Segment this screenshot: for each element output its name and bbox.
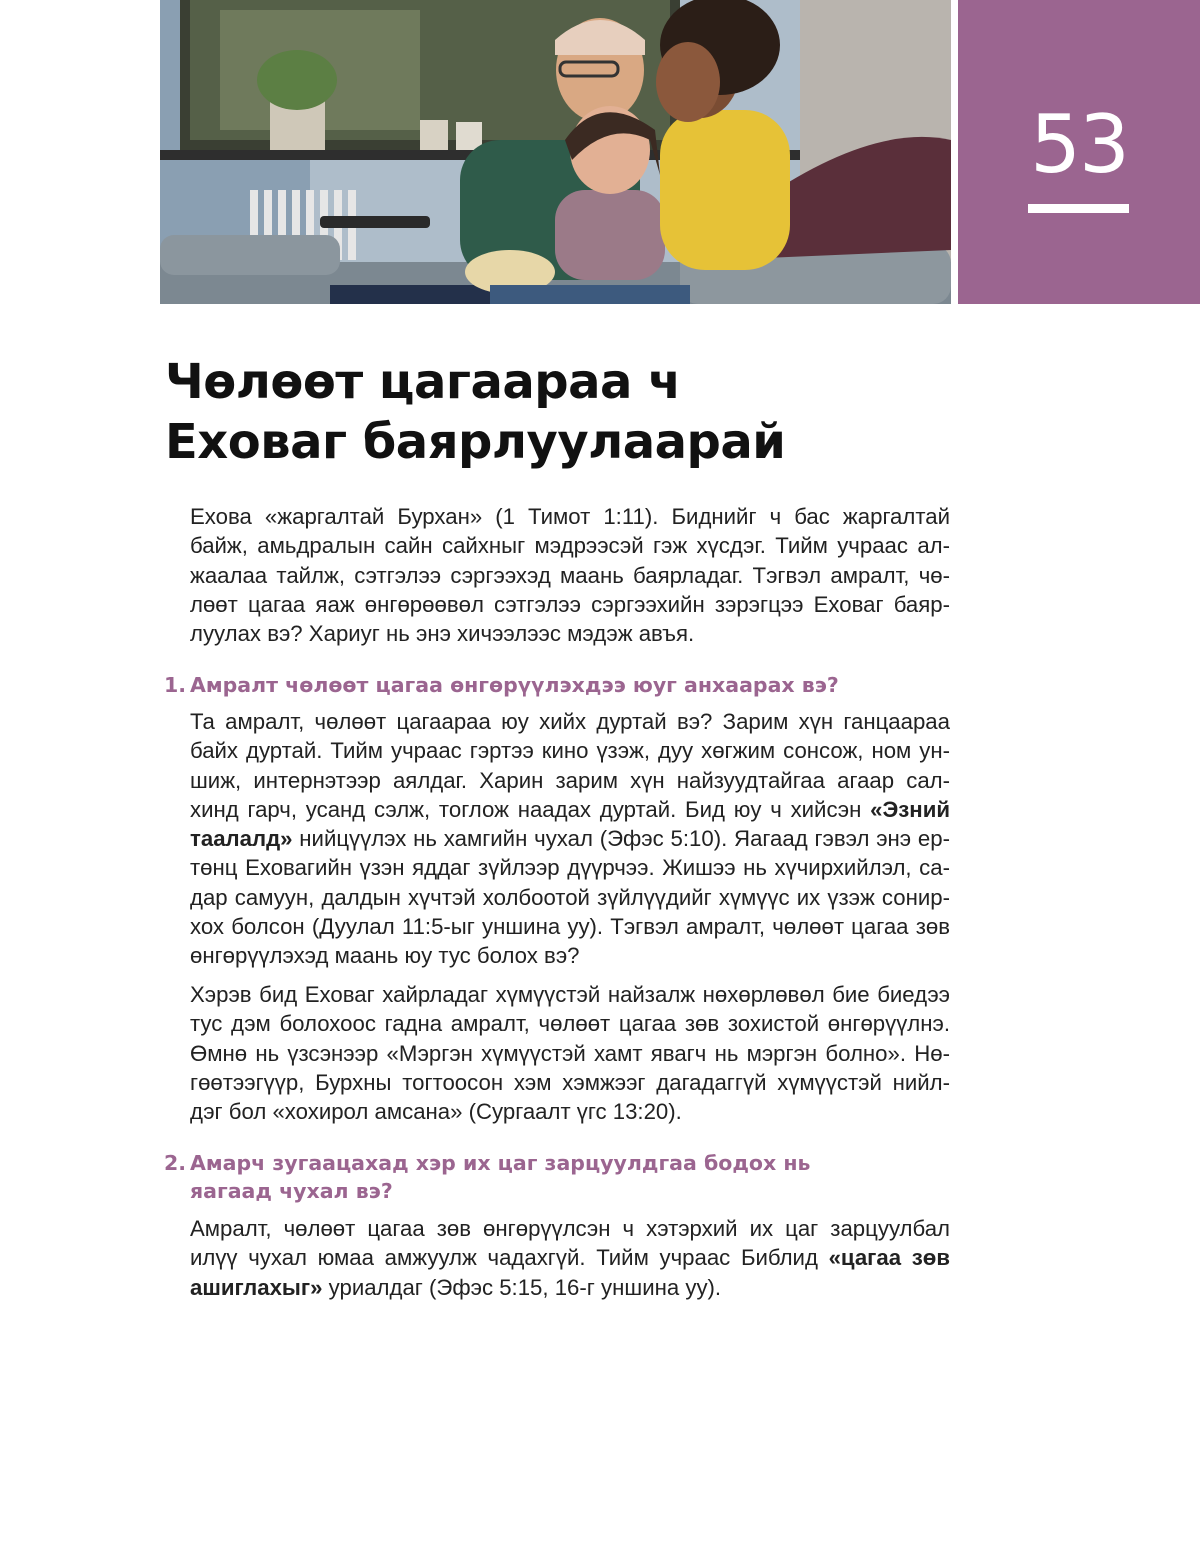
q1-p1-text-b: нийцүүлэх нь хамгийн чухал (Эфэс 5:10). Яагаад гэвэл энэ ер-төнц Еховагийн үзэн яддаг зүйлээр дүүрчээ. Жишээ нь хүчирхийлэл, са-дар самуун, далдын хүчтэй холбоотой зүйлүүдийг хүмүүс их үзэж сонир-хох болсон (Дуулал 11:5-ыг уншина уу). Тэгвэл амралт, чөлөөт цагаа зөв өнгөрүүлэхэд маань юу тус болох вэ? <box>190 826 950 969</box>
question-1-paragraph-2: Хэрэв бид Еховаг хайрладаг хүмүүстэй найзалж нөхөрлөвөл бие биедээ тус дэм болохоос гадна амралт, чөлөөт цагаа зөв зохистой өнгөрүүлнэ. Өмнө нь үзсэнээр «Мэргэн хүмүүстэй хамт явагч нь мэргэн болно». Нө-гөөтээгүүр, Бурхны тогтоосон хэм хэмжээг дагадаггүй хүмүүстэй нийл-дэг бол «хохирол амсана» (Сургаалт үгс 13:20). <box>190 982 950 1125</box>
question-2-line2: яагаад чухал вэ? <box>190 1179 393 1203</box>
q2-p1-emphasis: «цагаа зөв ашиглахыг» <box>190 1245 950 1300</box>
lesson-number-underline <box>1028 204 1129 213</box>
question-2-line1: Амарч зугаацахад хэр их цаг зарцуулдгаа бодох нь <box>190 1151 811 1175</box>
lesson-number-box <box>958 0 1200 304</box>
question-1-paragraph-1 <box>190 707 950 971</box>
lesson-title-line2: Еховаг баярлуулаарай <box>165 414 786 470</box>
q1-p1-text-a: Та амралт, чөлөөт цагаараа юу хийх дуртай вэ? Зарим хүн ганцаараа байх дуртай. Тийм учраас гэртээ кино үзэж, дуу хөгжим сонсож, ном ун-шиж, интернэтээр аялдаг. Харин зарим хүн найзуудтайгаа агаар сал-хинд гарч, усанд сэлж, тоглож наадах дуртай. Бид юу ч хийсэн <box>190 709 950 822</box>
question-2-paragraph-1 <box>190 1214 950 1302</box>
lesson-title-line1: Чөлөөт цагаараа ч <box>165 354 681 410</box>
q2-p1-text-b: уриалдаг (Эфэс 5:15, 16-г уншина уу). <box>322 1274 722 1300</box>
question-2-number: 2. <box>164 1151 187 1175</box>
intro-paragraph: Ехова «жаргалтай Бурхан» (1 Тимот 1:11). Биднийг ч бас жаргалтай байж, амьдралын сайн сайхныг мэдрээсэй гэж хүсдэг. Тийм учраас ал-жаалаа тайлж, сэтгэлээ сэргээхэд маань баярладаг. Тэгвэл амралт, чө-лөөт цагаа яаж өнгөрөөвөл сэтгэлээ сэргээхийн зэрэгцээ Еховаг баяр-луулах вэ? Хариуг нь энэ хичээлээс мэдэж авъя. <box>190 504 950 647</box>
question-1-number: 1. <box>164 673 187 697</box>
q2-p1-text-a: Амралт, чөлөөт цагаа зөв өнгөрүүлсэн ч хэтэрхий их цаг зарцуулбал илүү чухал юмаа амжуулж чадахгүй. Тийм учраас Библид <box>190 1216 950 1271</box>
lesson-title <box>165 352 965 472</box>
q1-p1-emphasis: «Эзний таалалд» <box>190 796 950 852</box>
family-on-sofa-illustration <box>160 0 951 304</box>
lesson-number: 53 <box>1030 98 1128 191</box>
family-photo <box>160 0 951 304</box>
question-1-text: Амралт чөлөөт цагаа өнгөрүүлэхдээ юуг анхаарах вэ? <box>190 673 839 697</box>
question-2-heading <box>164 1149 884 1205</box>
question-1-heading <box>164 671 884 699</box>
